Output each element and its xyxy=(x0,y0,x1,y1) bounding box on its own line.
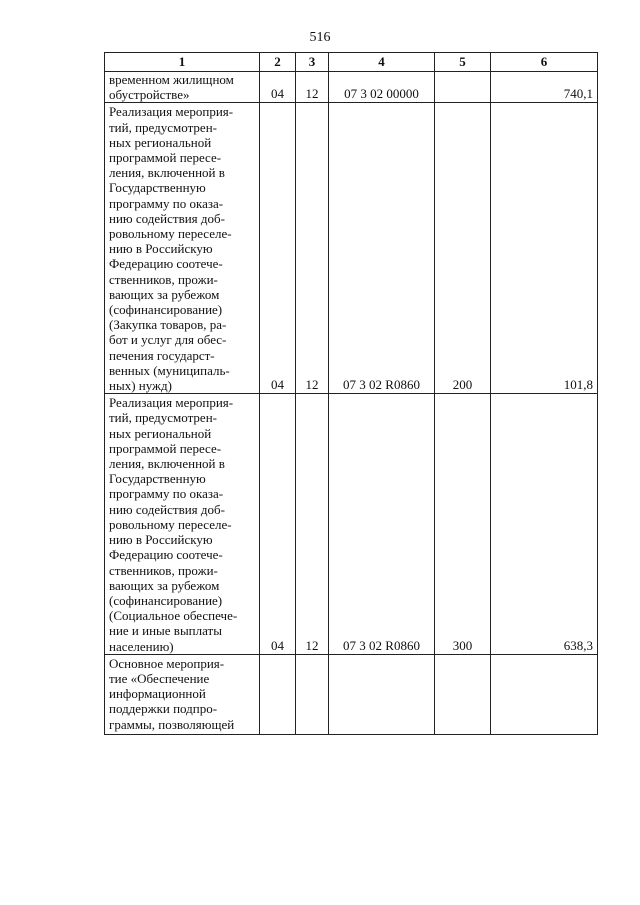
row-description: временном жилищном обустройстве» xyxy=(105,72,260,103)
table-row xyxy=(105,654,598,734)
column-header-4: 4 xyxy=(329,53,435,72)
row-section-code: 04 xyxy=(260,72,296,103)
row-amount xyxy=(491,654,598,734)
table-row xyxy=(105,72,598,103)
row-target-article: 07 3 02 R0860 xyxy=(329,394,435,654)
column-header-2: 2 xyxy=(260,53,296,72)
row-section-code: 04 xyxy=(260,103,296,394)
row-section-code: 04 xyxy=(260,394,296,654)
row-amount: 101,8 xyxy=(491,103,598,394)
table-row xyxy=(105,394,598,654)
row-description: Реализация мероприя- тий, предусмотрен- ных региональной программой пересе- ления, включенной в Государственную программу по оказа- нию содействия доб- ровольному переселе- нию в Российскую Федерацию соотече- ственников, прожи- вающих за рубежом (софинансирование) (Закупка товаров, ра- бот и услуг для обес- печения государст- венных (муниципаль- ных) нужд) xyxy=(105,103,260,394)
row-target-article: 07 3 02 00000 xyxy=(329,72,435,103)
row-subsection-code xyxy=(296,654,329,734)
row-amount: 638,3 xyxy=(491,394,598,654)
column-header-1: 1 xyxy=(105,53,260,72)
row-amount: 740,1 xyxy=(491,72,598,103)
row-target-article: 07 3 02 R0860 xyxy=(329,103,435,394)
page-number: 516 xyxy=(309,30,331,45)
row-expense-type: 300 xyxy=(435,394,491,654)
row-expense-type xyxy=(435,72,491,103)
row-subsection-code: 12 xyxy=(296,72,329,103)
row-subsection-code: 12 xyxy=(296,394,329,654)
row-description: Реализация мероприя- тий, предусмотрен- ных региональной программой пересе- ления, включенной в Государственную программу по оказа- нию содействия доб- ровольному переселе- нию в Российскую Федерацию соотече- ственников, прожи- вающих за рубежом (софинансирование) (Социальное обеспече- ние и иные выплаты населению) xyxy=(105,394,260,654)
row-target-article xyxy=(329,654,435,734)
row-expense-type: 200 xyxy=(435,103,491,394)
table-row xyxy=(105,103,598,394)
column-header-5: 5 xyxy=(435,53,491,72)
row-expense-type xyxy=(435,654,491,734)
column-header-3: 3 xyxy=(296,53,329,72)
budget-table xyxy=(104,52,598,735)
column-header-6: 6 xyxy=(491,53,598,72)
table-header-row xyxy=(105,53,598,72)
row-section-code xyxy=(260,654,296,734)
row-subsection-code: 12 xyxy=(296,103,329,394)
row-description: Основное мероприя- тие «Обеспечение информационной поддержки подпро- граммы, позволяющей xyxy=(105,654,260,734)
